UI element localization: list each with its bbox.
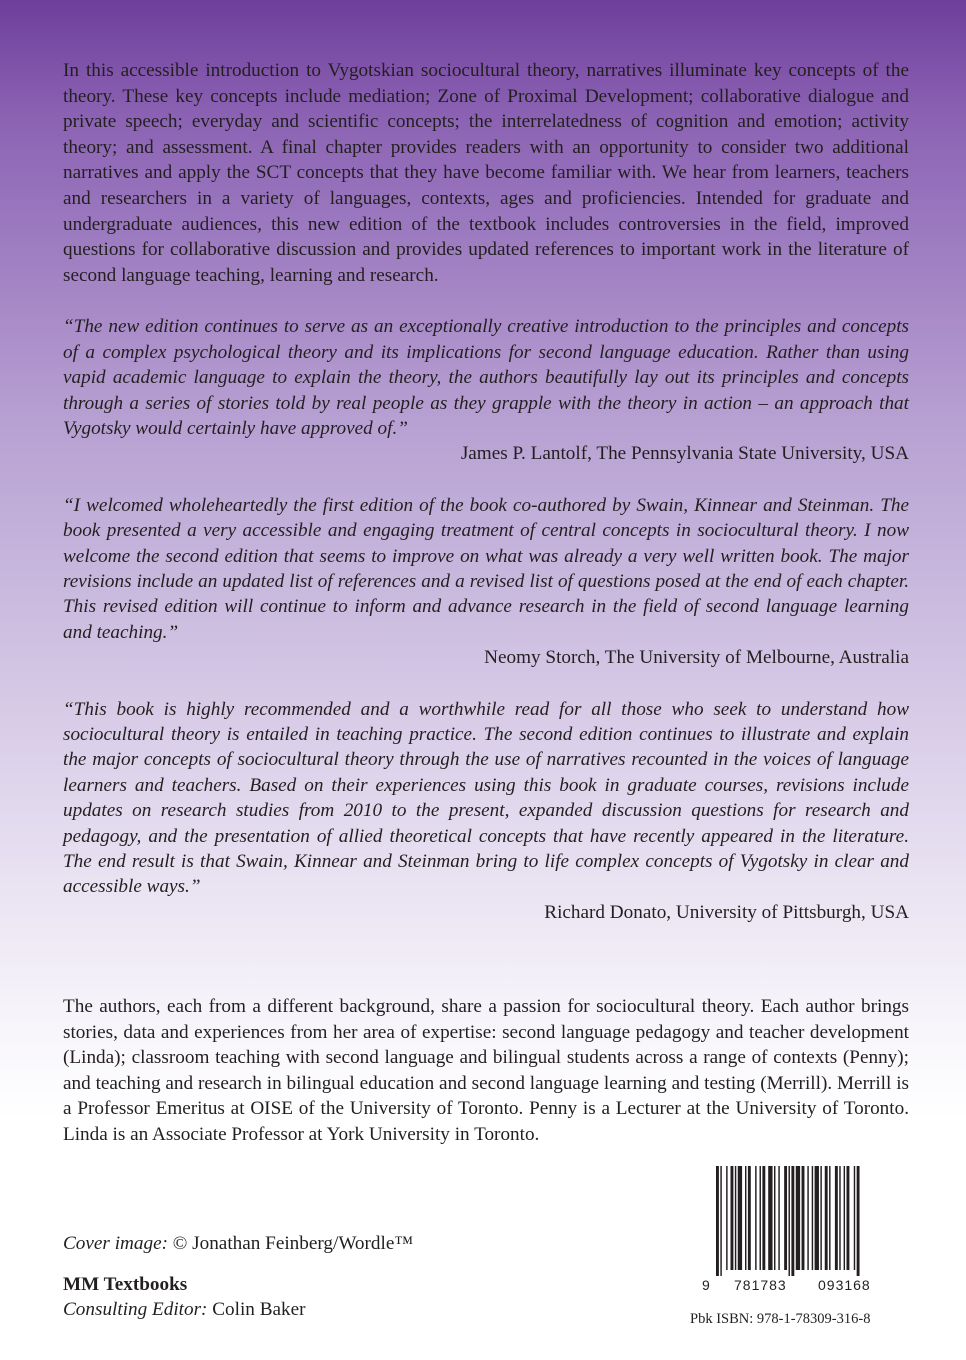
back-cover-text [63, 58, 909, 925]
barcode-bar [802, 1166, 805, 1270]
barcode-bar [844, 1166, 845, 1270]
endorsement-text: “The new edition continues to serve as an exceptionally creative introduction to the principles and concepts of a complex psychological theory and its implications for second language education. Rather than using vapid academic language to explain the theory, the authors beautifully lay out its principles and concepts through a series of stories told by real people as they grapple with the theory in action – an approach that Vygotsky would certainly have approved of.” [63, 316, 909, 439]
barcode-bar [820, 1166, 821, 1270]
barcode-bar [857, 1166, 860, 1276]
authors-bio: The authors, each from a different background, share a passion for sociocultural theory. Each author brings stories, data and experiences from her area of expertise: second language pedagogy and teacher development (Linda); classroom teaching with second language and bilingual students across a range of contexts (Penny); and teaching and research in bilingual education and second language learning and testing (Merrill). Merrill is a Professor Emeritus at OISE of the University of Toronto. Penny is a Lecturer at the University of Toronto. Linda is an Associate Professor at York University in Toronto. [63, 996, 909, 1145]
series-name: MM Textbooks [63, 1274, 188, 1295]
barcode-bar [839, 1166, 840, 1270]
cover-credit-label: Cover image: [63, 1233, 168, 1254]
barcode-bar [854, 1166, 855, 1270]
endorsement-text: “I welcomed wholeheartedly the first edition of the book co-authored by Swain, Kinnear and Steinman. The book presented a very accessible and engaging treatment of central concepts in sociocultural theory. I now welcome the second edition that seems to improve on what was already a very well written book. The major revisions include an updated list of references and a revised list of questions posed at the end of each chapter. This revised edition will continue to inform and advance research in the field of second language learning and teaching.” [63, 494, 909, 643]
barcode-bar [726, 1166, 727, 1270]
barcode-bar [745, 1166, 746, 1270]
barcode-bar [774, 1166, 775, 1270]
endorsement-storch [63, 493, 909, 671]
barcode-bar [784, 1166, 787, 1270]
barcode-first-digit: 9 [702, 1277, 710, 1293]
barcode-bar [791, 1166, 794, 1276]
endorsement-text: “This book is highly recommended and a worthwhile read for all those who seek to understand how sociocultural theory is entailed in teaching practice. The second edition continues to illustrate and explain the major concepts of sociocultural theory through the use of narratives recounted in the voices of language learners and teachers. Based on their experiences using this book in graduate courses, revisions include updates on research studies from 2010 to the present, expanded discussion questions for research and pedagogy, and the presentation of allied theoretical concepts that have recently appeared in the literature. The end result is that Swain, Kinnear and Steinman bring to life complex concepts of Vygotsky in clear and accessible ways.” [63, 698, 909, 898]
barcode-bar [825, 1166, 828, 1270]
barcode-bar [738, 1166, 742, 1270]
endorsement-lantolf [63, 314, 909, 466]
barcode-bar [778, 1166, 779, 1270]
barcode-bar [812, 1166, 813, 1270]
endorsement-attribution: Neomy Storch, The University of Melbourne, Australia [484, 647, 909, 669]
barcode-bar [829, 1166, 830, 1270]
barcode-bar [731, 1166, 734, 1270]
endorsement-attribution: James P. Lantolf, The Pennsylvania State University, USA [460, 443, 909, 465]
endorsement-donato [63, 697, 909, 926]
barcode-bar [807, 1166, 808, 1270]
cover-credit-value: © Jonathan Feinberg/Wordle™ [172, 1233, 414, 1254]
barcode-bar [720, 1166, 721, 1276]
editor-label: Consulting Editor: [63, 1299, 208, 1320]
barcode-bar [716, 1166, 719, 1276]
barcode-bar [760, 1166, 761, 1270]
barcode-bar [735, 1166, 736, 1270]
barcode-bar [835, 1166, 838, 1270]
barcode-bar [789, 1166, 790, 1276]
barcode-bars-icon [716, 1166, 902, 1276]
endorsement-attribution: Richard Donato, University of Pittsburgh, USA [544, 901, 909, 923]
barcode-bar [748, 1166, 751, 1270]
isbn-line: Pbk ISBN: 978-1-78309-316-8 [690, 1311, 871, 1327]
consulting-editor [63, 1299, 306, 1321]
barcode-bar [762, 1166, 765, 1270]
barcode-right-group: 093168 [818, 1277, 871, 1293]
barcode-bar [847, 1166, 850, 1270]
barcode-bar [755, 1166, 756, 1270]
barcode-bar [796, 1166, 800, 1270]
editor-name: Colin Baker [212, 1299, 306, 1320]
book-description: In this accessible introduction to Vygotskian sociocultural theory, narratives illuminate key concepts of the theory. These key concepts include mediation; Zone of Proximal Development; collaborative dialogue and private speech; everyday and scientific concepts; the interrelatedness of cognition and emotion; activity theory; and assessment. A final chapter provides readers with an opportunity to consider two additional narratives and apply the SCT concepts that they have become familiar with. We hear from learners, teachers and researchers in a variety of languages, contexts, ages and proficiencies. Intended for graduate and undergraduate audiences, this new edition of the textbook includes controversies in the field, improved questions for collaborative discussion and provides updated references to important work in the literature of second language teaching, learning and research. [63, 60, 909, 286]
barcode-left-group: 781783 [734, 1277, 787, 1293]
barcode-bar [815, 1166, 819, 1270]
cover-image-credit [63, 1233, 413, 1255]
barcode-bar [768, 1166, 772, 1270]
